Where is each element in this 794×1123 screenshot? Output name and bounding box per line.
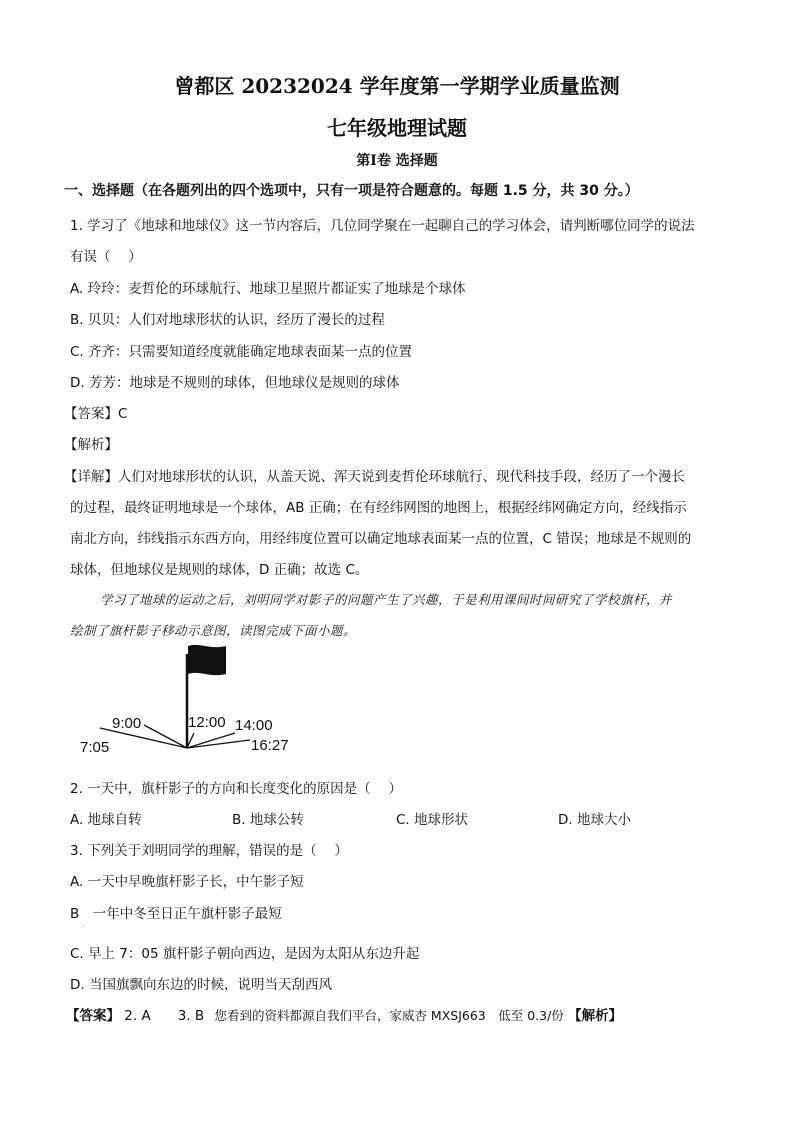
q3-option-c: C. 早上 7：05 旗杆影子朝向西边，是因为太阳从东边升起 <box>70 946 420 962</box>
label-1400: 14:00 <box>235 717 273 734</box>
q1-option-d: D. 芳芳：地球是不规则的球体，但地球仪是规则的球体 <box>70 375 400 391</box>
q1-detail-line4: 球体，但地球仪是规则的球体，D 正确；故选 C。 <box>70 562 369 578</box>
shadow-1627 <box>187 740 250 748</box>
scenario-line1: 学习了地球的运动之后，刘明同学对影子的问题产生了兴趣，于是利用课间时间研究了学校旗杆，并 <box>100 592 673 607</box>
q3-option-a: A. 一天中早晚旗杆影子长，中午影子短 <box>70 874 304 890</box>
q1-analysis-label: 【解析】 <box>64 437 118 453</box>
footer-answer-label: 【答案】 <box>66 1008 120 1024</box>
label-0900: 9:00 <box>112 715 142 732</box>
q2-option-d: D. 地球大小 <box>558 812 631 828</box>
exam-subtitle: 七年级地理试题 <box>327 116 467 140</box>
flag-icon <box>187 645 226 748</box>
part-heading: 一、选择题（在各题列出的四个选项中，只有一项是符合题意的。每题 1.5 分，共 30 分。） <box>64 183 639 199</box>
shadow-1400 <box>187 733 235 748</box>
q3-option-d: D. 当国旗飘向东边的时候，说明当天刮西风 <box>70 977 332 993</box>
q1-stem-line1: 1. 学习了《地球和地球仪》这一节内容后，几位同学聚在一起聊自己的学习体会，请判断哪位同学的说法 <box>70 218 695 234</box>
footer-analysis-label: 【解析】 <box>568 1008 623 1024</box>
q1-option-c: C. 齐齐：只需要知道经度就能确定地球表面某一点的位置 <box>70 344 413 360</box>
q1-option-b: B. 贝贝：人们对地球形状的认识，经历了漫长的过程 <box>70 312 385 328</box>
q2-stem: 2. 一天中，旗杆影子的方向和长度变化的原因是（ ） <box>70 781 402 797</box>
footer-row <box>66 1004 622 1024</box>
q1-detail-line2: 的过程，最终证明地球是一个球体，AB 正确；在有经纬网图的地图上，根据经纬网确定方向，经线指示 <box>70 500 687 516</box>
footer-ad-text: 您看到的资料都源自我们平台，家威杏 MXSJ663 低至 0.3/份 <box>214 1008 564 1023</box>
label-1627: 16:27 <box>251 737 289 754</box>
q1-stem-line2: 有误（ ） <box>70 249 142 265</box>
q1-option-a: A. 玲玲：麦哲伦的环球航行、地球卫星照片都证实了地球是个球体 <box>70 281 466 297</box>
q1-answer: 【答案】C <box>64 406 128 422</box>
exam-title: 曾都区 20232024 学年度第一学期学业质量监测 <box>174 74 620 98</box>
stray-mark: · <box>82 922 85 931</box>
q2-option-a: A. 地球自转 <box>70 812 142 828</box>
q2-option-c: C. 地球形状 <box>396 812 469 828</box>
q3-stem: 3. 下列关于刘明同学的理解，错误的是（ ） <box>70 843 348 859</box>
label-1200: 12:00 <box>188 714 226 731</box>
q1-detail-line3: 南北方向，纬线指示东西方向，用经纬度位置可以确定地球表面某一点的位置，C 错误；地球是不规则的 <box>70 531 692 547</box>
flagpole-shadow-figure <box>70 640 310 760</box>
q1-detail-line1: 【详解】人们对地球形状的认识，从盖天说、浑天说到麦哲伦环球航行、现代科技手段，经历了一个漫长 <box>64 469 685 485</box>
q3-option-b: B 一年中冬至日正午旗杆影子最短 <box>70 906 282 922</box>
q2-option-b: B. 地球公转 <box>232 812 304 828</box>
shadow-0900 <box>144 725 187 748</box>
scenario-line2: 绘制了旗杆影子移动示意图，读图完成下面小题。 <box>70 623 357 638</box>
label-0705: 7:05 <box>80 739 110 756</box>
section-title: 第Ⅰ卷 选择题 <box>356 153 438 169</box>
footer-answers: 2. A 3. B <box>124 1008 205 1024</box>
